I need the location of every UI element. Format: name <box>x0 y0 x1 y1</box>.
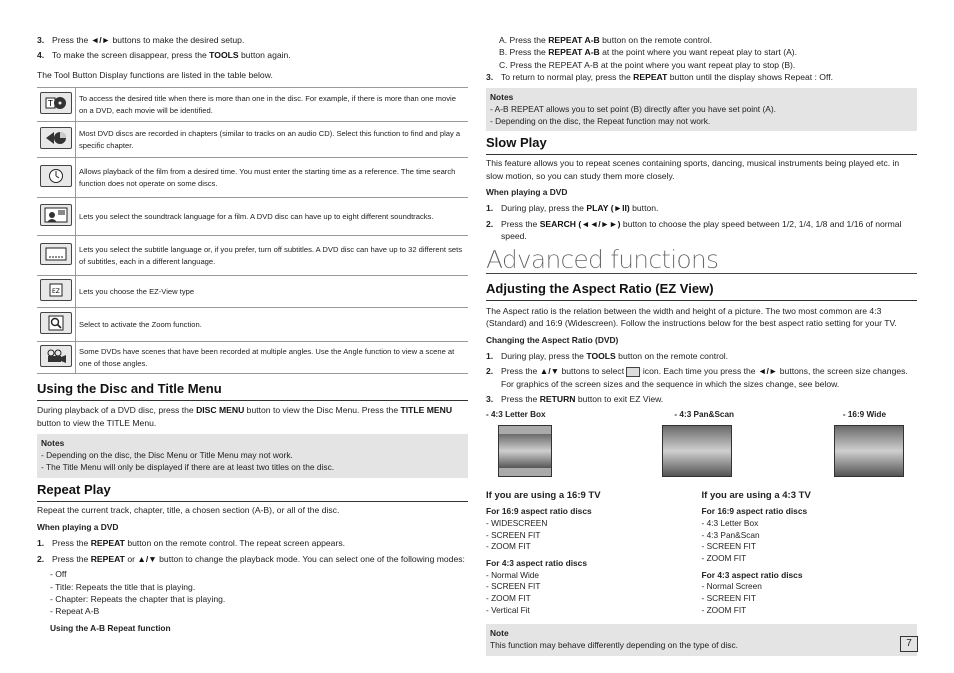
tv-169-heading: If you are using a 16:9 TV <box>486 489 601 501</box>
group-title: For 16:9 aspect ratio discs <box>486 506 592 517</box>
list-item: - Chapter: Repeats the chapter that is playing. <box>50 593 226 604</box>
tool-description: Allows playback of the film from a desired time. You must enter the starting time as a reference. The time search function does not operate on some discs. <box>76 158 469 198</box>
notes-title: Notes <box>41 438 65 449</box>
format-images <box>486 425 917 475</box>
disc-menu-heading: Using the Disc and Title Menu <box>37 380 468 401</box>
slow-step-1: 1. During play, press the PLAY (►II) button. <box>486 203 659 214</box>
repeat-subheading: When playing a DVD <box>37 521 119 532</box>
note-item: - Depending on the disc, the Disc Menu or Title Menu may not work. <box>41 450 293 461</box>
tool-functions-table <box>37 87 468 374</box>
ez-view-icon <box>40 279 72 301</box>
table-row <box>37 88 468 122</box>
ab-steps <box>486 34 917 71</box>
note-item: - Depending on the disc, the Repeat function may not work. <box>490 116 711 127</box>
table-row <box>37 198 468 236</box>
table-row <box>37 308 468 342</box>
aspect-subheading: Changing the Aspect Ratio (DVD) <box>486 334 619 345</box>
zoom-icon <box>40 312 72 334</box>
repeat-intro: Repeat the current track, chapter, title, a chosen section (A-B), or all of the disc. <box>37 504 340 515</box>
list-item: - 4:3 Letter Box <box>701 518 759 529</box>
step-text: To make the screen disappear, press the TOOLS button again. <box>52 50 291 61</box>
table-row <box>37 158 468 198</box>
slow-play-intro: This feature allows you to repeat scenes containing sports, dancing, musical instruments being played etc. in slow motion, so you can study them more closely. <box>486 158 900 181</box>
tool-description: Lets you choose the EZ-View type <box>76 276 469 308</box>
list-item: - ZOOM FIT <box>486 592 531 603</box>
left-column <box>37 34 468 634</box>
list-item: - ZOOM FIT <box>701 604 747 615</box>
slow-step-2: 2. Press the SEARCH (◄◄/►►) button to choose the play speed between 1/2, 1/4, 1/8 and 1/16 of normal speed. <box>486 218 902 242</box>
letterbox-image <box>498 425 552 477</box>
pan-scan-image <box>662 425 732 477</box>
arrow-up-down-icon: ▲/▼ <box>137 553 157 564</box>
tool-description: To access the desired title when there is more than one in the disc. For example, if there is more than one movie on a DVD, each movie will be identified. <box>76 88 469 122</box>
svg-text:EZ: EZ <box>52 287 60 295</box>
list-item: - SCREEN FIT <box>486 529 541 540</box>
play-pause-icon: ►II <box>613 203 627 214</box>
list-item: - WIDESCREEN <box>486 518 548 529</box>
ez-view-icon <box>626 367 640 377</box>
repeat-modes <box>37 568 468 618</box>
tv-169-section <box>486 489 702 617</box>
format-label: - 4:3 Pan&Scan <box>674 409 735 419</box>
time-icon <box>40 165 72 187</box>
group-title: For 4:3 aspect ratio discs <box>701 569 803 580</box>
aspect-step-1: 1. During play, press the TOOLS button on the remote control. <box>486 350 729 361</box>
arrow-left-right-icon: ◄/► <box>90 35 111 45</box>
section-title: Advanced functions <box>486 247 917 274</box>
arrow-up-down-icon: ▲/▼ <box>539 366 560 377</box>
repeat-step-2: 2. Press the REPEAT or ▲/▼ button to change the playback mode. You can select one of the following modes: <box>37 553 465 564</box>
slow-play-subheading: When playing a DVD <box>486 187 568 198</box>
slow-play-heading: Slow Play <box>486 134 917 155</box>
ab-step-c: C. Press the REPEAT A-B at the point where you want repeat play to stop (B). <box>499 59 796 70</box>
format-labels <box>486 409 886 421</box>
note-item: - The Title Menu will only be displayed if there are at least two titles on the disc. <box>41 462 335 473</box>
aspect-heading: Adjusting the Aspect Ratio (EZ View) <box>486 280 917 301</box>
aspect-step-3: 3. Press the RETURN button to exit EZ View. <box>486 394 664 405</box>
arrow-left-right-icon: ◄/► <box>757 366 778 377</box>
chapter-icon <box>40 127 72 149</box>
note-item: - A-B REPEAT allows you to set point (B) directly after you have set point (A). <box>490 104 776 114</box>
list-item: - Normal Screen <box>701 581 762 592</box>
tool-description: Lets you select the soundtrack language for a film. A DVD disc can have up to eight different soundtracks. <box>76 198 469 236</box>
list-item: - Off <box>50 569 67 580</box>
aspect-note <box>486 624 917 655</box>
search-arrows-icon: ◄◄/►► <box>581 218 618 229</box>
ab-step-a: A. Press the REPEAT A-B button on the remote control. <box>499 35 713 45</box>
list-item: - Title: Repeats the title that is playing. <box>50 581 196 592</box>
list-item: - SCREEN FIT <box>701 592 756 603</box>
ab-repeat-subheading: Using the A-B Repeat function <box>50 622 171 633</box>
tool-description: Some DVDs have scenes that have been recorded at multiple angles. Use the Angle function to view a scene at one of those angles. <box>76 342 469 374</box>
table-row <box>37 122 468 158</box>
repeat-step-3: 3. To return to normal play, press the REPEAT button until the display shows Repeat : Off. <box>486 72 833 83</box>
audio-icon <box>40 204 72 226</box>
tool-description: Lets you select the subtitle language or, if you prefer, turn off subtitles. A DVD disc can have up to 32 different sets of subtitles, each in a different language. <box>76 236 469 276</box>
wide-image <box>834 425 904 477</box>
angle-icon <box>40 345 72 367</box>
title-icon <box>40 92 72 114</box>
list-item: - Vertical Fit <box>486 604 530 615</box>
repeat-notes <box>486 88 917 132</box>
table-row <box>37 276 468 308</box>
notes-title: Notes <box>490 91 514 102</box>
list-item: - 4:3 Pan&Scan <box>701 529 760 540</box>
list-item: - SCREEN FIT <box>486 581 541 592</box>
disc-menu-text: During playback of a DVD disc, press the DISC MENU button to view the Disc Menu. Press the TITLE MENU button to view the TITLE Menu. <box>37 405 453 428</box>
tool-description: Most DVD discs are recorded in chapters (similar to tracks on an audio CD). Select this function to find and play a specific chapter. <box>76 122 469 158</box>
list-item: - Normal Wide <box>486 569 540 580</box>
list-item: - SCREEN FIT <box>701 541 756 552</box>
svg-text:T: T <box>48 98 53 108</box>
step-text: Press the ◄/► buttons to make the desired setup. <box>52 35 245 45</box>
group-title: For 16:9 aspect ratio discs <box>701 506 808 517</box>
tv-settings <box>486 489 917 617</box>
step-3 <box>37 34 468 46</box>
format-label: - 4:3 Letter Box <box>486 409 546 419</box>
repeat-step-1: 1. Press the REPEAT button on the remote control. The repeat screen appears. <box>37 538 346 549</box>
tool-description: Select to activate the Zoom function. <box>76 308 469 342</box>
group-title: For 4:3 aspect ratio discs <box>486 557 588 568</box>
list-item: - Repeat A-B <box>50 606 100 617</box>
step-4 <box>37 49 468 61</box>
tv-43-heading: If you are using a 4:3 TV <box>701 489 811 501</box>
step-number: 3. <box>37 35 45 45</box>
list-item: - ZOOM FIT <box>486 541 531 552</box>
format-label: - 16:9 Wide <box>842 409 886 419</box>
aspect-intro: The Aspect ratio is the relation between the width and height of a picture. The two most common are 4:3 (Standard) and 16:9 (Widescreen). Follow the instructions below for the best aspect ratio setting for your TV. <box>486 305 897 329</box>
tv-43-section <box>702 489 918 617</box>
table-row <box>37 236 468 276</box>
list-item: - ZOOM FIT <box>701 552 747 563</box>
notes-title: Note <box>490 628 509 639</box>
table-intro: The Tool Button Display functions are listed in the table below. <box>37 69 273 80</box>
step-number: 4. <box>37 50 45 61</box>
table-row <box>37 342 468 374</box>
repeat-heading: Repeat Play <box>37 481 468 502</box>
right-column <box>486 34 917 656</box>
disc-menu-notes <box>37 434 468 478</box>
page-number: 7 <box>900 636 918 652</box>
aspect-step-2: 2. Press the ▲/▼ buttons to select icon. Each time you press the ◄/► buttons, the screen size changes. For graphics of the screen sizes and the sequence in which the sizes change, see below. <box>486 366 908 389</box>
note-item: This function may behave differently depending on the type of disc. <box>490 640 738 651</box>
subtitle-icon <box>40 243 72 265</box>
ab-step-b: B. Press the REPEAT A-B at the point where you want repeat play to start (A). <box>499 47 798 58</box>
